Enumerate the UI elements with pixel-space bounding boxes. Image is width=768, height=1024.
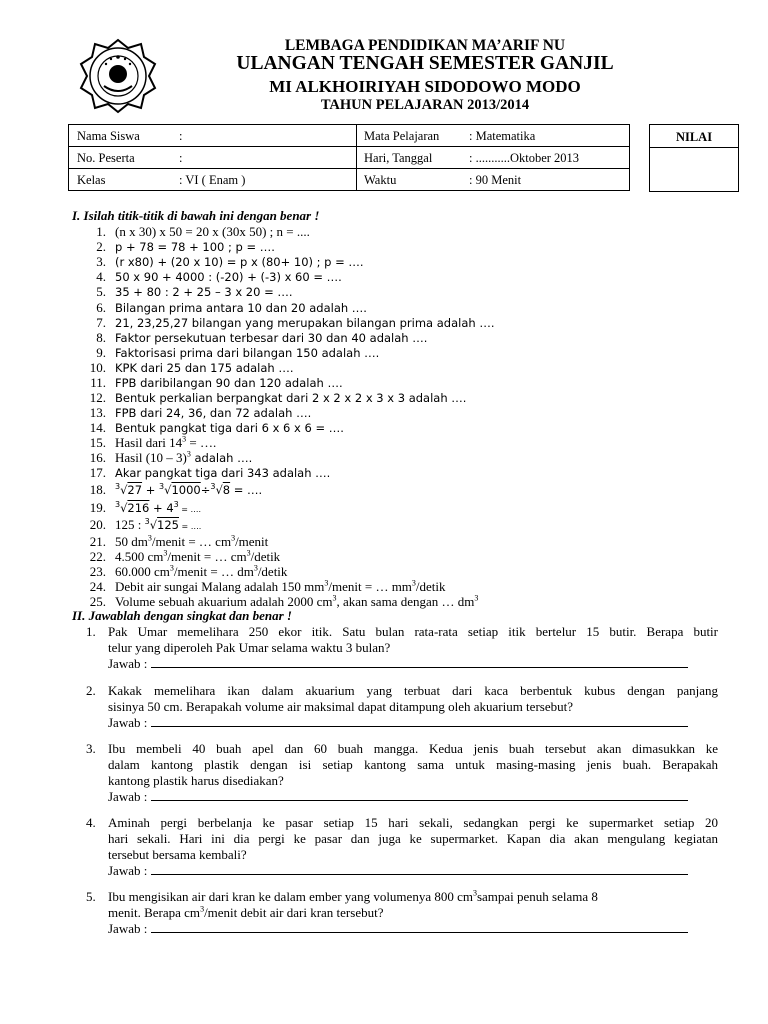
nama-siswa-label: Nama Siswa	[77, 129, 140, 143]
question-text: menit. Berapa $cm^3$/menit debit air dari kran tersebut?	[108, 904, 384, 920]
list-item: 20. 125 : $^3$√125 = ….	[89, 517, 202, 532]
answer-line-3[interactable]: Jawab :	[108, 789, 688, 805]
question-text: Pak Umar memelihara 250 ekor itik. Satu bulan rata-rata setiap itik bertelur 15 butir. Berapa butir	[108, 624, 718, 639]
nilai-box[interactable]	[649, 124, 739, 192]
list-item: 22. 4.500 $cm^3$/menit = … $cm^3$/detik	[89, 548, 281, 564]
list-item: 6. Bilangan prima antara 10 dan 20 adalah ….	[96, 299, 367, 315]
list-item: 13. FPB dari 24, 36, dan 72 adalah ….	[89, 405, 312, 421]
answer-line-2[interactable]: Jawab :	[108, 715, 688, 731]
question-text: dalam kantong plastik dengan isi setiap kantong sama untuk masing-masing jenis buah. Berapakah	[108, 757, 718, 772]
list-item: 3. (r x80) + (20 x 10) = p x (80+ 10) ; p = ….	[96, 254, 364, 270]
question-text: Ibu membeli 40 buah apel dan 60 buah mangga. Kedua jenis buah tersebut akan dimasukkan ke	[108, 741, 718, 756]
hari-tanggal-value: : ...........Oktober 2013	[469, 151, 580, 165]
list-item: 12. Bentuk perkalian berpangkat dari 2 x 2 x 2 x 3 x 3 adalah ….	[89, 390, 467, 406]
section-1-title: I. Isilah titik-titik di bawah ini dengan benar !	[72, 208, 320, 223]
school-logo	[78, 38, 158, 114]
question-text: Aminah pergi berbelanja ke pasar setiap 15 hari sekali, sedangkan pergi ke supermarket setiap 20	[108, 815, 718, 830]
mata-pelajaran-value: : Matematika	[469, 129, 536, 143]
no-peserta-label: No. Peserta	[77, 151, 135, 165]
list-item: 1. (n x 30) x 50 = 20 x (30x 50) ; n = ....	[96, 224, 310, 239]
list-item: 9. Faktorisasi prima dari bilangan 150 adalah ….	[96, 344, 380, 360]
list-item: 16. Hasil (10 – 3)$^3$ adalah ….	[89, 449, 253, 465]
kelas-label: Kelas	[77, 173, 106, 187]
academic-year: TAHUN PELAJARAN 2013/2014	[320, 97, 530, 113]
list-item: 18. $^3$√27 + $^3$√1000÷$^3$√8 = ….	[89, 482, 263, 497]
list-item: 21. 50 $dm^3$/menit = … $cm^3$/menit	[89, 533, 269, 549]
waktu-value: : 90 Menit	[469, 173, 522, 187]
student-info-table	[68, 124, 630, 191]
list-item: 2. p + 78 = 78 + 100 ; p = ….	[96, 239, 275, 255]
school-name: MI ALKHOIRIYAH SIDODOWO MODO	[269, 77, 581, 96]
list-item: 11. FPB daribilangan 90 dan 120 adalah ….	[90, 375, 343, 390]
list-item: 19. $^3√216 + 4^3$ = ….	[89, 500, 202, 515]
institution-name: LEMBAGA PENDIDIKAN MA’ARIF NU	[284, 37, 566, 54]
answer-line-5[interactable]: Jawab :	[108, 921, 688, 937]
question-text: Kakak memelihara ikan dalam akuarium yang terbuat dari kaca berbentuk kubus dengan panjang	[108, 683, 718, 698]
list-item: 23. 60.000 $cm^3$/menit = … $dm^3$/detik	[89, 563, 288, 579]
hari-tanggal-label: Hari, Tanggal	[364, 151, 433, 165]
list-item: 4. 50 x 90 + 4000 : (-20) + (-3) x 60 = ….	[96, 269, 342, 285]
question-text: hari sekali. Hari ini dia pergi ke pasar dan juga ke supermarket. Kapan dia akan mengulang kegiatan	[108, 831, 718, 846]
question-text: tersebut bersama kembali?	[108, 847, 247, 862]
list-item: 8. Faktor persekutuan terbesar dari 30 dan 40 adalah ….	[96, 329, 428, 345]
list-item: 14. Bentuk pangkat tiga dari 6 x 6 x 6 = ….	[89, 420, 344, 436]
answer-line-1[interactable]: Jawab :	[108, 656, 688, 672]
list-item: 24. Debit air sungai Malang adalah 150 $mm^3$/menit = … $mm^3$/detik	[89, 578, 446, 594]
question-text: kantong plastik harus disediakan?	[108, 773, 284, 788]
waktu-label: Waktu	[364, 173, 397, 187]
list-item: 10. KPK dari 25 dan 175 adalah ….	[89, 359, 294, 375]
list-item: 5. 35 + 80 : 2 + 25 – 3 x 20 = ….	[96, 284, 293, 300]
question-text: telur yang diperoleh Pak Umar selama waktu 3 bulan?	[108, 640, 391, 655]
no-peserta-field[interactable]: :	[179, 151, 183, 165]
mata-pelajaran-label: Mata Pelajaran	[364, 129, 440, 143]
list-item: 25. Volume sebuah akuarium adalah 2000 $cm^3$, akan sama dengan … $dm^3$	[89, 593, 479, 609]
question-text: sisinya 50 cm. Berapakah volume air maksimal dapat ditampung oleh akuarium tersebut?	[108, 699, 573, 714]
answer-line-4[interactable]: Jawab :	[108, 863, 688, 879]
exam-title: ULANGAN TENGAH SEMESTER GANJIL	[236, 53, 614, 74]
kelas-value: : VI ( Enam )	[179, 173, 246, 187]
section-2-title: II. Jawablah dengan singkat dan benar !	[72, 608, 292, 623]
list-item: 15. Hasil dari $14^3$ = ….	[89, 434, 217, 450]
nama-siswa-field[interactable]: :	[179, 129, 183, 143]
nilai-label: NILAI	[675, 130, 713, 144]
list-item: 17. Akar pangkat tiga dari 343 adalah ….	[89, 465, 331, 480]
question-text: Ibu mengisikan air dari kran ke dalam ember yang volumenya 800 $cm^3sampai$ penuh selama 8	[108, 888, 598, 904]
list-item: 7. 21, 23,25,27 bilangan yang merupakan bilangan prima adalah ….	[96, 314, 495, 330]
